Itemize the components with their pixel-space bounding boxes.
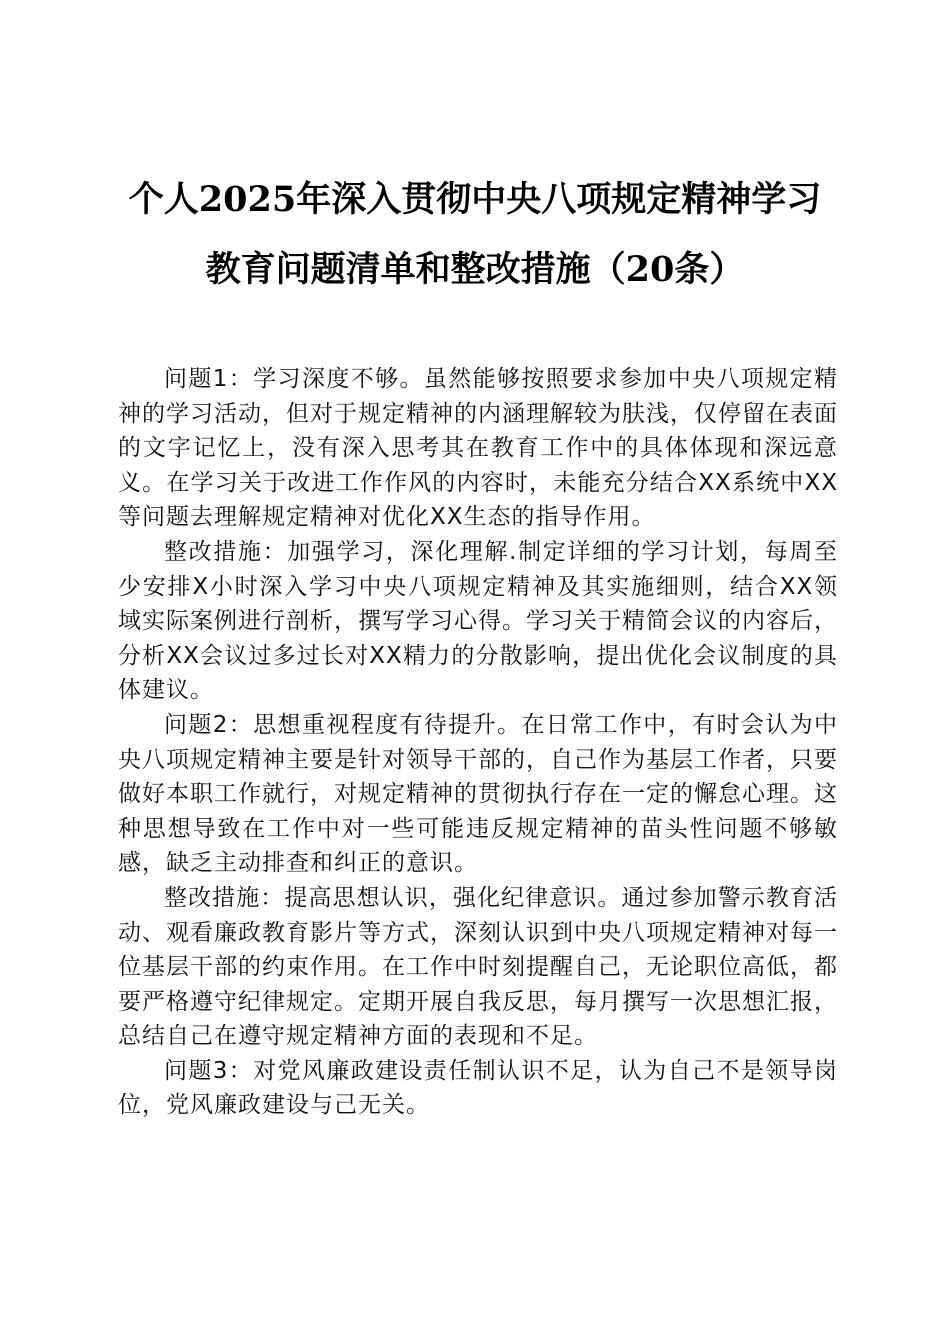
document-title-line-1: 个人2025年深入贯彻中央八项规定精神学习 (128, 179, 822, 220)
paragraph-problem-3 (118, 1054, 838, 1123)
paragraph-label: 问题2： (164, 711, 254, 738)
paragraph-measure-1 (118, 535, 838, 708)
paragraph-problem-1 (118, 362, 838, 535)
document-body (118, 362, 838, 1123)
paragraph-text: 加强学习，深化理解.制定详细的学习计划，每周至少安排X小时深入学习中央八项规定精神及其实施细则，结合XX领域实际案例进行剖析，撰写学习心得。学习关于精简会议的内容后，分析XX会议过多过长对XX精力的分散影响，提出优化会议制度的具体建议。 (118, 538, 839, 704)
paragraph-measure-2 (118, 881, 838, 1054)
paragraph-text: 对党风廉政建设责任制认识不足，认为自己不是领导岗位，党风廉政建设与己无关。 (118, 1057, 838, 1119)
paragraph-label: 问题1： (164, 366, 254, 392)
paragraph-label: 问题3： (164, 1057, 254, 1084)
paragraph-text: 提高思想认识，强化纪律意识。通过参加警示教育活动、观看廉政教育影片等方式，深刻认识到中央八项规定精神对每一位基层干部的约束作用。在工作中时刻提醒自己，无论职位高低，都要严格遵守纪律规定。定期开展自我反思，每月撰写一次思想汇报，总结自己在遵守规定精神方面的表现和不足。 (118, 884, 839, 1050)
paragraph-label: 整改措施： (164, 884, 285, 911)
paragraph-label: 整改措施： (164, 538, 288, 565)
paragraph-text: 学习深度不够。虽然能够按照要求参加中央八项规定精神的学习活动，但对于规定精神的内涵理解较为肤浅，仅停留在表面的文字记忆上，没有深入思考其在教育工作中的具体体现和深远意义。在学习关于改进工作作风的内容时，未能充分结合XX系统中XX等问题去理解规定精神对优化XX生态的指导作用。 (118, 366, 838, 531)
paragraph-text: 思想重视程度有待提升。在日常工作中，有时会认为中央八项规定精神主要是针对领导干部的，自己作为基层工作者，只要做好本职工作就行，对规定精神的贯彻执行存在一定的懈怠心理。这种思想导致在工作中对一些可能违反规定精神的苗头性问题不够敏感，缺乏主动排查和纠正的意识。 (118, 711, 838, 877)
paragraph-problem-2 (118, 708, 838, 881)
document-title-line-2: 教育问题清单和整改措施（20条） (205, 249, 745, 290)
